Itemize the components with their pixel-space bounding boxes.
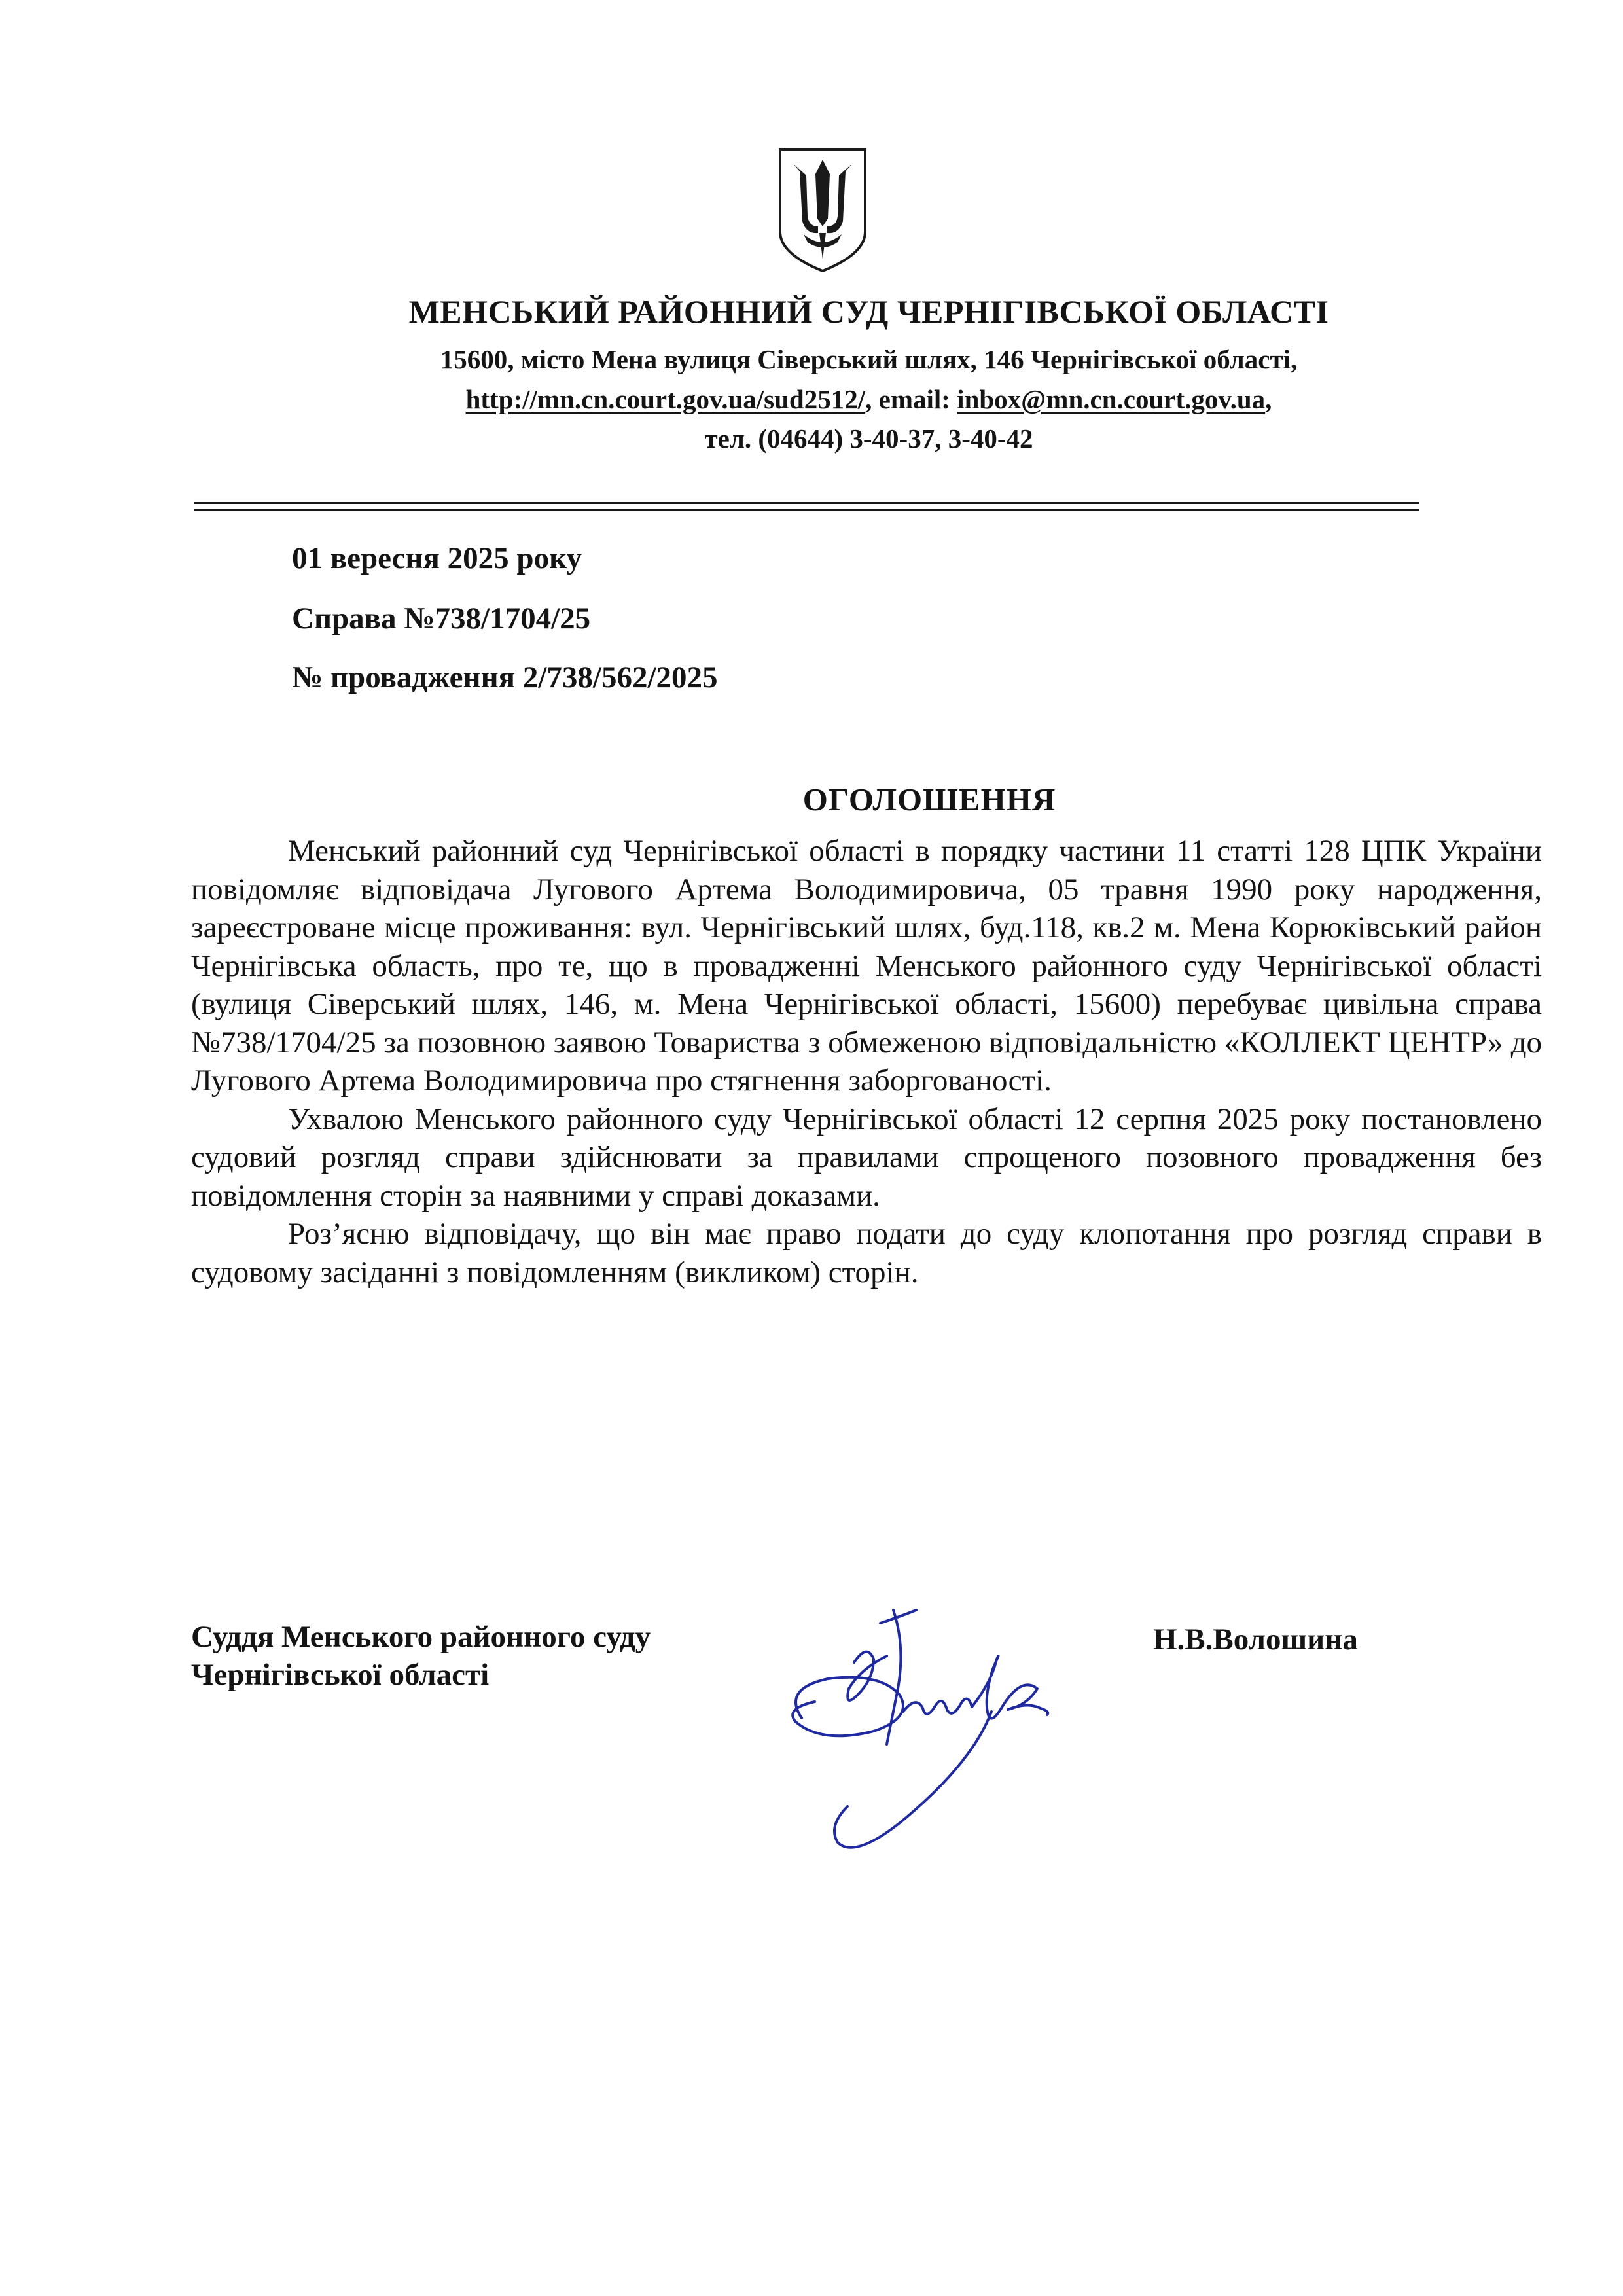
court-email-link[interactable]: inbox@mn.cn.court.gov.ua [957,384,1266,414]
judge-name: Н.В.Волошина [1153,1623,1358,1657]
court-name: МЕНСЬКИЙ РАЙОННИЙ СУД ЧЕРНІГІВСЬКОЇ ОБЛАСТІ [408,293,1329,330]
header-divider-top [194,502,1419,504]
contacts-separator: , email: [865,384,957,414]
judge-position-line: Суддя Менського районного суду [191,1620,651,1654]
court-contacts [0,384,1623,415]
court-address: 15600, місто Мена вулиця Сіверський шлях, 146 Чернігівської області, [440,344,1298,374]
contacts-tail: , [1265,384,1272,414]
body-paragraph: Роз’ясню відповідачу, що він має право подати до суду клопотання про розгляд справи в судовому засіданні з повідомленням (викликом) сторін. [191,1217,1542,1289]
court-phone: тел. (04644) 3-40-37, 3-40-42 [704,423,1033,454]
proceeding-number: № провадження 2/738/562/2025 [292,660,718,694]
document-body [191,832,1542,1291]
document-title: ОГОЛОШЕННЯ [802,781,1056,817]
header-divider-bottom [194,509,1419,511]
handwritten-signature [776,1597,1063,1872]
body-paragraph: Ухвалою Менського районного суду Чернігівської області 12 серпня 2025 року постановлено судовий розгляд справи здійснювати за правилами спрощеного позовного провадження без повідомлення сторін за наявними у справі доказами. [191,1102,1542,1213]
body-paragraph: Менський районний суд Чернігівської області в порядку частини 11 статті 128 ЦПК України повідомляє відповідача Лугового Артема Володимировича, 05 травня 1990 року народження, зареєстроване місце проживання: вул. Чернігівський шлях, буд.118, кв.2 м. Мена Корюківський район Чернігівська область, про те, що в провадженні Менського районного суду Чернігівської області (вулиця Сіверський шлях, 146, м. Мена Чернігівської області, 15600) перебуває цивільна справа №738/1704/25 за позовною заявою Товариства з обмеженою відповідальністю «КОЛЛЕКТ ЦЕНТР» до Лугового Артема Володимировича про стягнення заборгованості. [191,834,1542,1098]
ukraine-trident-emblem-icon [776,145,869,274]
judge-position-line: Чернігівської області [191,1658,490,1692]
document-date: 01 вересня 2025 року [292,541,582,575]
case-number: Справа №738/1704/25 [292,601,591,636]
court-website-link[interactable]: http://mn.cn.court.gov.ua/sud2512/ [465,384,866,414]
judge-position [191,1618,651,1694]
